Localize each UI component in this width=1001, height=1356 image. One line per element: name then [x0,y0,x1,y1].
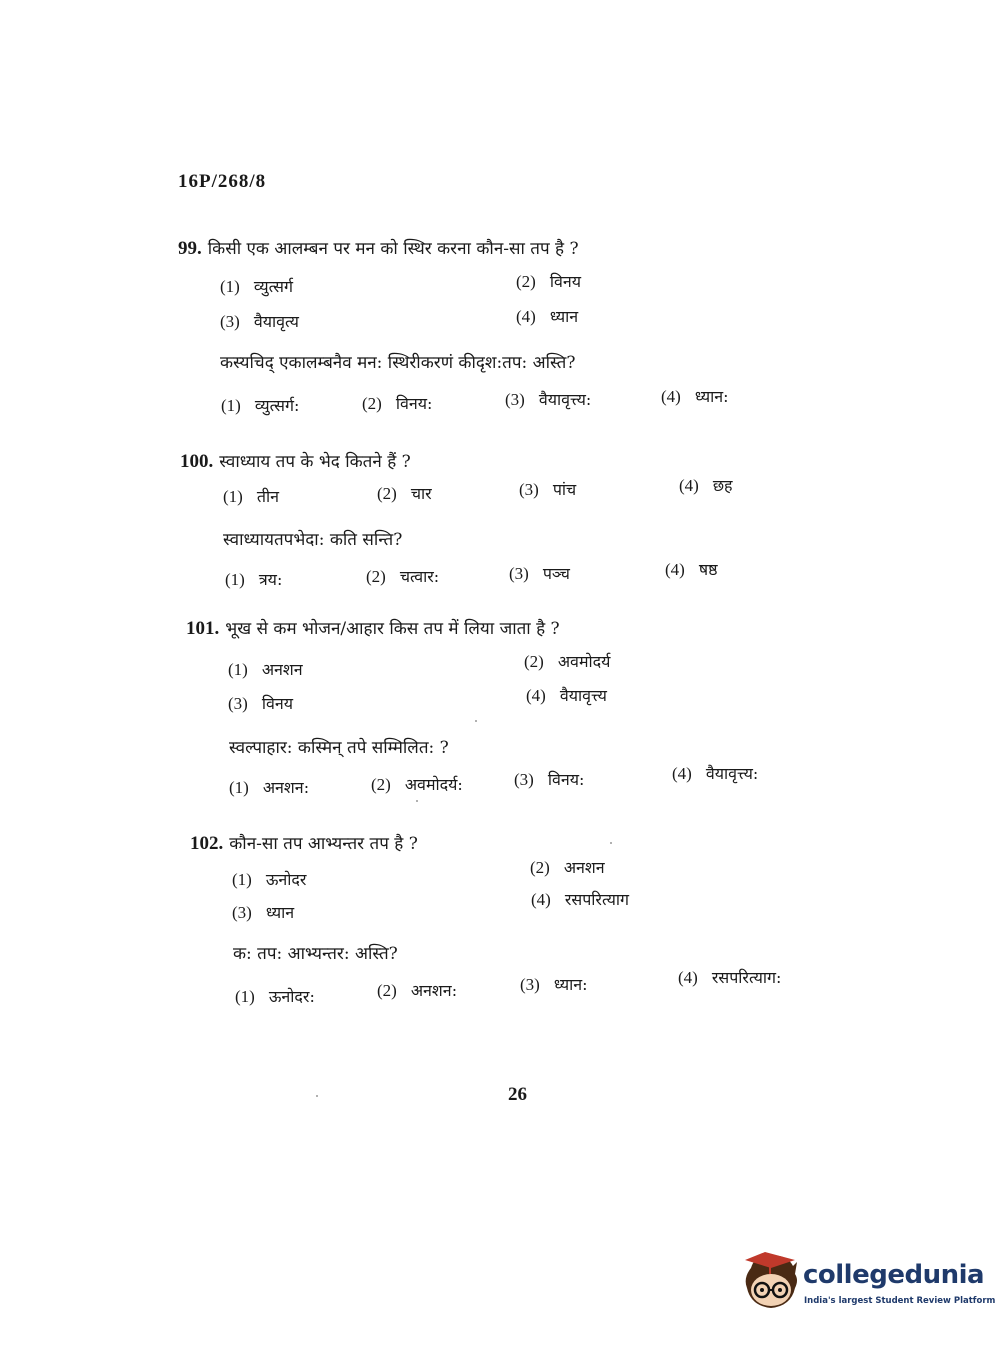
option-sanskrit-3: (3) वैयावृत्त्य: [505,390,592,409]
question-text-sanskrit: क: तप: आभ्यन्तर: अस्ति? [233,944,398,964]
option-sanskrit-1: (1) ऊनोदर: [235,987,315,1006]
option-hindi-4: (4) रसपरित्याग [531,890,630,909]
question-number: 99. [178,238,202,259]
scan-speck [316,1095,318,1097]
option-sanskrit-3: (3) विनय: [514,770,585,789]
option-sanskrit-1: (1) व्युत्सर्ग: [221,396,300,415]
option-sanskrit-2: (2) अनशन: [377,981,458,1000]
option-hindi-4: (4) छह [679,476,733,495]
brand-name: collegedunia [803,1260,985,1290]
option-hindi-3: (3) ध्यान [232,903,295,922]
option-hindi-1: (1) तीन [223,487,279,506]
option-hindi-3: (3) पांच [519,480,577,499]
option-hindi-3: (3) विनय [228,694,294,713]
option-sanskrit-2: (2) विनय: [362,394,433,413]
option-sanskrit-4: (4) रसपरित्याग: [678,968,782,987]
option-hindi-2: (2) विनय [516,272,582,291]
option-sanskrit-4: (4) ध्यान: [661,387,729,406]
question-text-sanskrit: स्वल्पाहार: कस्मिन् तपे सम्मिलित: ? [229,738,449,758]
question-text-hindi: भूख से कम भोजन/आहार किस तप में लिया जाता है ? [225,619,560,639]
scan-speck [475,720,477,722]
question-100 [180,449,411,473]
collegedunia-logo [741,1250,996,1316]
option-sanskrit-1: (1) अनशन: [229,778,310,797]
option-hindi-1: (1) ऊनोदर [232,870,307,889]
mascot-icon [741,1250,801,1316]
option-hindi-2: (2) अवमोदर्य [524,652,611,671]
option-hindi-2: (2) चार [377,484,432,503]
scan-speck [416,800,418,802]
question-text-hindi: किसी एक आलम्बन पर मन को स्थिर करना कौन-सा तप है ? [207,239,579,259]
option-hindi-1: (1) अनशन [228,660,303,679]
page-number: 26 [508,1084,527,1105]
option-hindi-4: (4) वैयावृत्त्य [526,686,607,705]
option-hindi-2: (2) अनशन [530,858,605,877]
question-text-sanskrit: कस्यचिद् एकालम्बनैव मन: स्थिरीकरणं कीदृश:तप: अस्ति? [220,353,576,373]
paper-code: 16P/268/8 [178,171,267,192]
question-number: 101. [186,618,220,639]
question-99 [178,236,579,260]
question-101 [186,616,560,640]
option-hindi-1: (1) व्युत्सर्ग [220,277,293,296]
question-number: 100. [180,451,214,472]
option-sanskrit-1: (1) त्रय: [225,570,283,589]
option-sanskrit-4: (4) वैयावृत्त्य: [672,764,759,783]
option-sanskrit-2: (2) चत्वार: [366,567,440,586]
scan-speck [610,842,612,844]
option-sanskrit-2: (2) अवमोदर्य: [371,775,463,794]
option-hindi-3: (3) वैयावृत्य [220,312,299,331]
question-text-hindi: कौन-सा तप आभ्यन्तर तप है ? [229,834,418,854]
option-sanskrit-4: (4) षष्ठ [665,560,718,579]
question-102 [190,831,418,855]
question-text-hindi: स्वाध्याय तप के भेद कितने हैं ? [219,452,411,472]
question-text-sanskrit: स्वाध्यायतपभेदा: कति सन्ति? [223,530,403,550]
option-sanskrit-3: (3) ध्यान: [520,975,588,994]
option-hindi-4: (4) ध्यान [516,307,579,326]
question-number: 102. [190,833,224,854]
option-sanskrit-3: (3) पञ्च [509,564,570,583]
brand-tagline: India's largest Student Review Platform [804,1296,996,1306]
